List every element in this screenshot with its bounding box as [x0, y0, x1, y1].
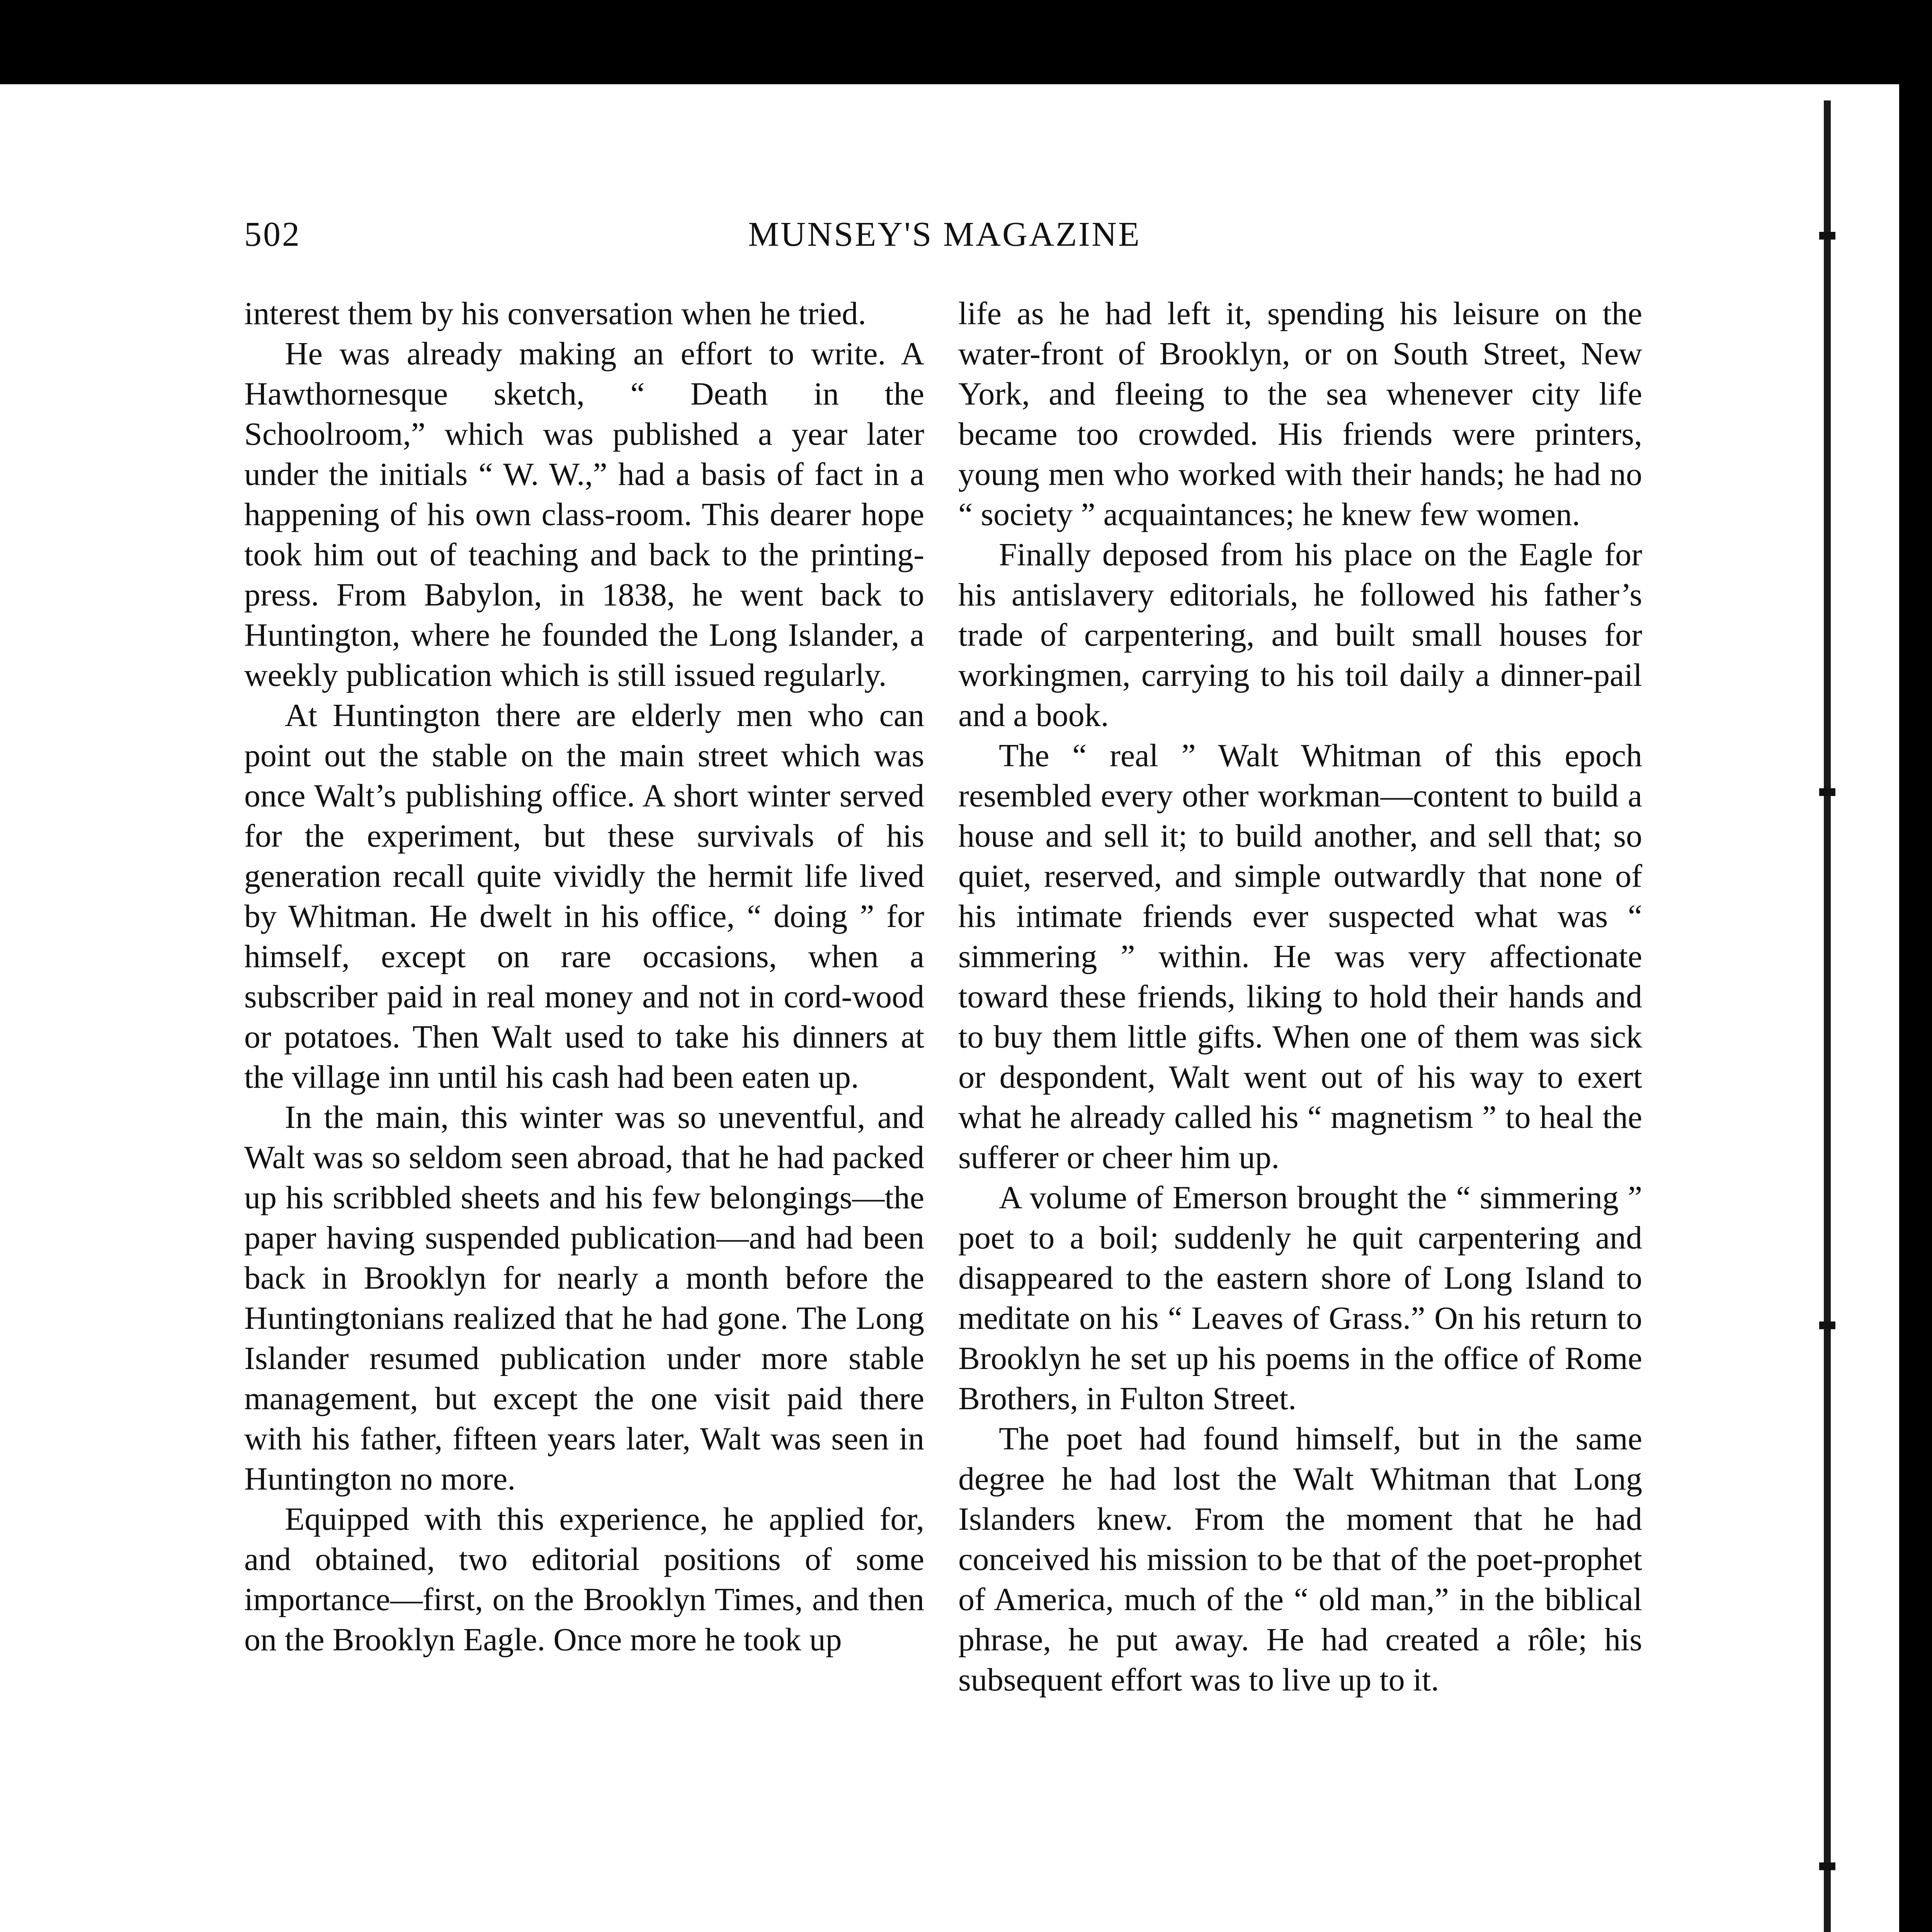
- paragraph: He was already making an effort to write. A Hawthornesque sketch, “ Death in the Schoolroom,” which was published a year later under the initials “ W. W.,” had a basis of fact in a happening of his own class-room. This dearer hope took him out of teaching and back to the printing-press. From Babylon, in 1838, he went back to Huntington, where he founded the Long Islander, a weekly publication which is still issued regularly.: [244, 336, 924, 693]
- binding-mark: [1819, 232, 1835, 240]
- paragraph: interest them by his conversation when he tried.: [244, 296, 866, 332]
- magazine-title: MUNSEY'S MAGAZINE: [748, 215, 1141, 253]
- paragraph: life as he had left it, spending his leisure on the water-front of Brooklyn, or on South Street, New York, and fleeing to the sea whenever city life became too crowded. His friends were printers, young men who worked with their hands; he had no “ society ” acquaintances; he knew few women.: [958, 296, 1642, 532]
- paragraph: In the main, this winter was so uneventful, and Walt was so seldom seen abroad, that he had packed up his scribbled sheets and his few belongings—the paper having suspended publication—and had been back in Brooklyn for nearly a month before the Huntingtonians realized that he had gone. The Long Islander resumed publication under more stable management, but except the one visit paid there with his father, fifteen years later, Walt was seen in Huntington no more.: [244, 1099, 924, 1497]
- binding-mark: [1819, 1321, 1835, 1329]
- binding-spine: [1824, 100, 1831, 1932]
- binding-mark: [1819, 1862, 1835, 1870]
- paragraph: The poet had found himself, but in the same degree he had lost the Walt Whitman that Long Islanders knew. From the moment that he had conceived his mission to be that of the poet-prophet of America, much of the “ old man,” in the biblical phrase, he put away. He had created a rôle; his subsequent effort was to live up to it.: [958, 1421, 1642, 1698]
- paragraph: Equipped with this experience, he applied for, and obtained, two editorial positions of some importance—first, on the Brooklyn Times, and then on the Brooklyn Eagle. Once more he took up: [244, 1501, 924, 1658]
- paragraph: The “ real ” Walt Whitman of this epoch resembled every other workman—content to build a house and sell it; to build another, and sell that; so quiet, reserved, and simple outwardly that none of his intimate friends ever suspected what was “ simmering ” within. He was very affectionate toward these friends, liking to hold their hands and to buy them little gifts. When one of them was sick or despondent, Walt went out of his way to exert what he already called his “ magnetism ” to heal the sufferer or cheer him up.: [958, 738, 1642, 1175]
- binding-edge: [1816, 100, 1862, 1932]
- binding-mark: [1819, 788, 1835, 796]
- running-header: [244, 214, 1645, 261]
- paragraph: A volume of Emerson brought the “ simmering ” poet to a boil; suddenly he quit carpentering and disappeared to the eastern shore of Long Island to meditate on his “ Leaves of Grass.” On his return to Brooklyn he set up his poems in the office of Rome Brothers, in Fulton Street.: [958, 1180, 1642, 1417]
- article-column-left: [244, 294, 924, 1660]
- article-column-right: [958, 294, 1642, 1700]
- paragraph: At Huntington there are elderly men who can point out the stable on the main street which was once Walt’s publishing office. A short winter served for the experiment, but these survivals of his generation recall quite vividly the hermit life lived by Whitman. He dwelt in his office, “ doing ” for himself, except on rare occasions, when a subscriber paid in real money and not in cord-wood or potatoes. Then Walt used to take his dinners at the village inn until his cash had been eaten up.: [244, 697, 924, 1095]
- paragraph: Finally deposed from his place on the Eagle for his antislavery editorials, he followed his father’s trade of carpentering, and built small houses for workingmen, carrying to his toil daily a dinner-pail and a book.: [958, 537, 1642, 733]
- page-number: 502: [244, 215, 301, 253]
